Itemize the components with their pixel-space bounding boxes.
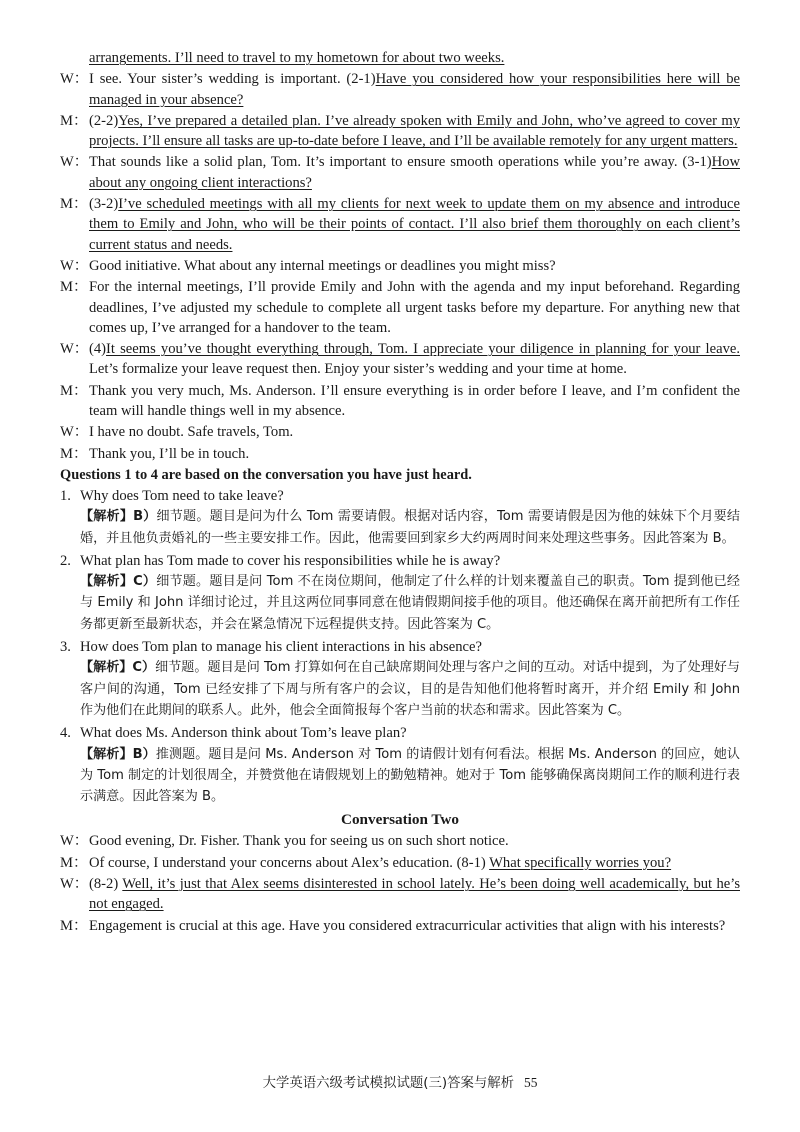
question-item bbox=[60, 486, 740, 549]
speaker-label: W： bbox=[60, 875, 89, 892]
analysis-text bbox=[60, 506, 740, 549]
analysis-text bbox=[60, 657, 740, 721]
speaker-label: W： bbox=[60, 257, 89, 274]
speaker-label: W： bbox=[60, 71, 89, 88]
dialogue-line bbox=[60, 256, 740, 276]
dialogue-line bbox=[60, 111, 740, 152]
dialogue-line bbox=[60, 444, 740, 464]
question-prompt: Why does Tom need to take leave? bbox=[80, 487, 284, 504]
question-item bbox=[60, 637, 740, 721]
key-sentence: How about any ongoing client interactions? bbox=[89, 154, 740, 191]
content-column bbox=[60, 48, 740, 937]
analysis-text bbox=[60, 744, 740, 808]
analysis-body: 细节题。题目是问 Tom 打算如何在自己缺席期间处理与客户之间的互动。对话中提到，为了处理好与客户间的沟通，Tom 已经安排了下周与所有客户的会议，目的是告知他们他将暂时离开，并介绍 Emily 和 John 作为他们在此期间的联系人。此外，他会全面简报每个客户当前的状态和需求。因此答案为 C。 bbox=[80, 660, 740, 718]
dialogue-line bbox=[60, 194, 740, 255]
dialogue-text: Of course, I understand your concerns about Alex’s education. (8-1) bbox=[89, 854, 490, 871]
page-number: 55 bbox=[524, 1075, 538, 1090]
question-text bbox=[60, 486, 740, 506]
question-number: 3. bbox=[60, 639, 71, 656]
dialogue-text: That sounds like a solid plan, Tom. It’s important to ensure smooth operations while you’re away. (3-1) bbox=[89, 154, 712, 171]
dialogue-text: (8-2) bbox=[89, 875, 123, 892]
question-number: 4. bbox=[60, 725, 71, 742]
analysis-text bbox=[60, 571, 740, 635]
key-sentence: Well, it’s just that Alex seems disinterested in school lately. He’s been doing well academically, but he’s not engaged. bbox=[89, 875, 740, 913]
question-number: 1. bbox=[60, 487, 71, 504]
question-text bbox=[60, 723, 740, 743]
speaker-label: W： bbox=[60, 424, 89, 441]
footer-title: 大学英语六级考试模拟试题(三)答案与解析 bbox=[262, 1076, 515, 1091]
dialogue-line bbox=[60, 48, 740, 68]
conversation-two-title: Conversation Two bbox=[341, 811, 459, 829]
speaker-label: W： bbox=[60, 833, 89, 850]
dialogue-text: Thank you very much, Ms. Anderson. I’ll ensure everything is in order before I leave, and I’m confident the team will handle things well in my absence. bbox=[89, 382, 740, 420]
dialogue-text: (2-2) bbox=[89, 112, 119, 129]
speaker-label: M： bbox=[60, 917, 88, 934]
speaker-label: M： bbox=[60, 445, 88, 462]
dialogue-text: I have no doubt. Safe travels, Tom. bbox=[89, 424, 294, 441]
question-text bbox=[60, 551, 740, 571]
speaker-label: M： bbox=[60, 854, 88, 871]
speaker-label: M： bbox=[60, 112, 88, 129]
dialogue-line bbox=[60, 831, 740, 851]
dialogue-text: (3-2) bbox=[89, 196, 119, 213]
analysis-body: 细节题。题目是问为什么 Tom 需要请假。根据对话内容，Tom 需要请假是因为他的妹妹下个月要结婚，并且他负责婚礼的一些主要安排工作。因此，他需要回到家乡大约两周时间来处理这些事务。因此答案为 B。 bbox=[80, 509, 740, 546]
speaker-label: M： bbox=[60, 382, 88, 399]
dialogue-line bbox=[60, 69, 740, 110]
question-number: 2. bbox=[60, 552, 71, 569]
dialogue-line bbox=[60, 422, 740, 442]
dialogue-line bbox=[60, 874, 740, 915]
dialogue-line bbox=[60, 381, 740, 422]
key-sentence: Yes, I’ve prepared a detailed plan. I’ve already spoken with Emily and John, who’ve agreed to cover my projects. I’ll ensure all tasks are up-to-date before I leave, and I’ll be available remotely for any urgent matters. bbox=[89, 112, 740, 150]
key-sentence: What specifically worries you? bbox=[489, 854, 672, 871]
dialogue-line bbox=[60, 916, 740, 936]
question-prompt: What does Ms. Anderson think about Tom’s leave plan? bbox=[80, 725, 407, 742]
key-sentence: Have you considered how your responsibilities here will be managed in your absence? bbox=[89, 71, 740, 108]
speaker-label: M： bbox=[60, 196, 88, 213]
dialogue-line bbox=[60, 277, 740, 338]
analysis-body: 推测题。题目是问 Ms. Anderson 对 Tom 的请假计划有何看法。根据 Ms. Anderson 的回应，她认为 Tom 制定的计划很周全，并赞赏他在请假规划上的勤勉精神。她对于 Tom 能够确保离岗期间工作的顺利进行表示满意。因此答案为 B。 bbox=[80, 746, 741, 805]
conversation-two bbox=[60, 831, 740, 935]
page-footer bbox=[0, 1072, 800, 1091]
dialogue-text: For the internal meetings, I’ll provide Emily and John with the agenda and my input beforehand. Regarding deadlines, I’ve adjusted my schedule to complete all urgent tasks before my departure. For anything new that comes up, I’ve arranged for a handover to the team. bbox=[89, 279, 740, 336]
analysis-body: 细节题。题目是问 Tom 不在岗位期间，他制定了什么样的计划来覆盖自己的职责。Tom 提到他已经与 Emily 和 John 详细讨论过，并且这两位同事同意在他请假期间接手他的项目。他还确保在离开前把所有工作任务都更新至最新状态，并会在紧急情况下远程提供支持。因此答案为 C。 bbox=[80, 574, 741, 632]
question-item bbox=[60, 551, 740, 635]
dialogue-text: Good evening, Dr. Fisher. Thank you for seeing us on such short notice. bbox=[89, 833, 509, 850]
question-text bbox=[60, 637, 740, 657]
conversation-one bbox=[60, 48, 740, 464]
dialogue-text: I see. Your sister’s wedding is important. (2-1) bbox=[89, 71, 376, 88]
speaker-label: M： bbox=[60, 279, 88, 296]
dialogue-line bbox=[60, 339, 740, 380]
key-sentence: I’ve scheduled meetings with all my clients for next week to update them on my absence and introduce them to Emily and John, who will be their points of contact. I’ll also brief them thoroughly on each client’s current status and needs. bbox=[89, 196, 740, 253]
answer-tag: 【解析】B） bbox=[80, 746, 156, 762]
dialogue-text: Engagement is crucial at this age. Have you considered extracurricular activities that align with his interests? bbox=[89, 917, 726, 934]
speaker-label: W： bbox=[60, 154, 89, 171]
question-prompt: What plan has Tom made to cover his responsibilities while he is away? bbox=[80, 552, 501, 569]
questions-header: Questions 1 to 4 are based on the conversation you have just heard. bbox=[60, 466, 472, 483]
question-item bbox=[60, 723, 740, 807]
question-prompt: How does Tom plan to manage his client interactions in his absence? bbox=[80, 639, 482, 656]
question-list bbox=[60, 486, 740, 807]
dialogue-text: Let’s formalize your leave request then. Enjoy your sister’s wedding and your time at home. bbox=[89, 361, 627, 378]
key-sentence: It seems you’ve thought everything through, Tom. I appreciate your diligence in planning for your leave. bbox=[106, 341, 740, 358]
dialogue-text: (4) bbox=[89, 341, 107, 358]
answer-tag: 【解析】C） bbox=[80, 574, 157, 590]
key-sentence: arrangements. I’ll need to travel to my hometown for about two weeks. bbox=[89, 50, 505, 66]
dialogue-text: Good initiative. What about any internal meetings or deadlines you might miss? bbox=[89, 257, 556, 274]
answer-tag: 【解析】C） bbox=[80, 660, 156, 676]
dialogue-text: Thank you, I’ll be in touch. bbox=[89, 445, 250, 462]
dialogue-line bbox=[60, 152, 740, 193]
answer-tag: 【解析】B） bbox=[80, 509, 157, 525]
speaker-label: W： bbox=[60, 341, 89, 358]
dialogue-line bbox=[60, 853, 740, 873]
